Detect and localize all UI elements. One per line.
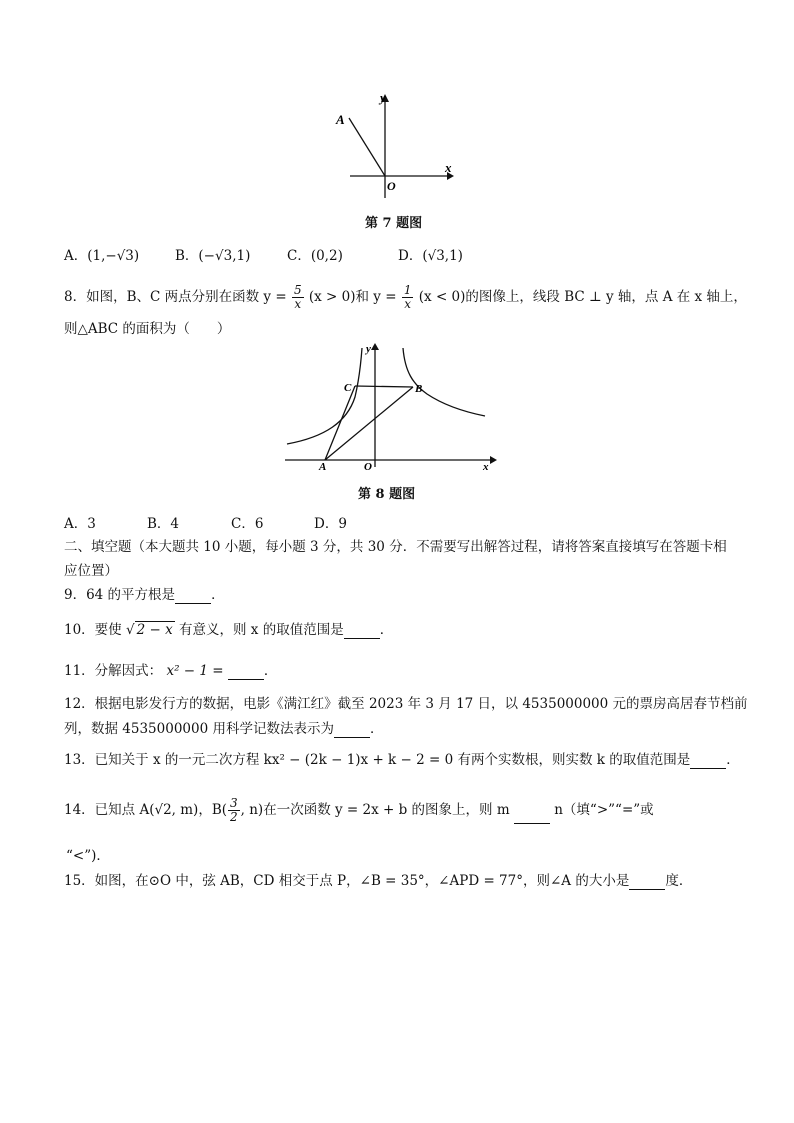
q14-mid: , n)在一次函数 y = 2x + b 的图象上，则 m [240, 802, 510, 818]
q9-end: ． [211, 587, 225, 603]
q12-text: 列，数据 4535000000 用科学记数法表示为 [64, 721, 334, 737]
q15-text: 15．如图，在⊙O 中，弦 AB，CD 相交于点 P，∠B = 35°，∠APD = 77°，则∠A 的大小是 [64, 873, 630, 889]
q7-option-d: D．(√3,1) [398, 248, 463, 264]
q10-sqrt-sign: √ [125, 622, 135, 638]
q12-line2 [64, 720, 383, 738]
q9-blank[interactable] [175, 591, 211, 604]
fig8-segment-bc [355, 386, 413, 387]
q8-frac1: $\frac{5}{x}$ [293, 283, 302, 311]
q11 [64, 662, 277, 680]
q11-prefix: 11．分解因式： [64, 663, 163, 679]
q8-mid2: (x < 0)的图像上，线段 BC ⊥ y 轴，点 A 在 x 轴上， [418, 289, 747, 305]
q8-mid1: (x > 0)和 y = [308, 289, 397, 305]
q8-line2: 则△ABC 的面积为（ ） [64, 321, 231, 337]
q8-option-d: D．9 [314, 516, 347, 532]
fig7-label-o: O [387, 179, 396, 193]
q8-prefix: 8．如图，B、C 两点分别在函数 y = [64, 289, 287, 305]
q11-expr: x² − 1 = [166, 663, 224, 679]
fig8-caption: 第 8 题图 [358, 487, 416, 502]
figure-7 [335, 90, 455, 200]
fig8-right-curve [403, 348, 485, 416]
fig7-caption: 第 7 题图 [365, 216, 423, 231]
q7-option-c: C．(0,2) [287, 248, 343, 264]
q13-text: 13．已知关于 x 的一元二次方程 kx² − (2k − 1)x + k − 2 = 0 有两个实数根，则实数 k 的取值范围是 [64, 752, 691, 768]
q13 [64, 751, 740, 769]
q8-option-c: C．6 [231, 516, 264, 532]
fig8-y-arrow [371, 343, 379, 350]
fig8-x-arrow [490, 456, 497, 464]
fig8-label-o: O [364, 461, 372, 472]
q15 [64, 872, 692, 890]
fig8-label-y: y [366, 343, 371, 355]
q14-suffix: n（填“>”“=”或 [554, 802, 654, 818]
section2-line1: 二、填空题（本大题共 10 小题，每小题 3 分，共 30 分．不需要写出解答过程，请将答案直接填写在答题卡相 [64, 539, 727, 555]
q10-prefix: 10．要使 [64, 622, 122, 638]
q14-line1 [64, 797, 654, 824]
fig7-label-y: y [380, 90, 386, 105]
q14-frac: $\frac{3}{2}$ [230, 796, 238, 824]
q10-blank[interactable] [344, 626, 380, 639]
fig8-segment-ab [325, 387, 413, 460]
q9-text: 9．64 的平方根是 [64, 587, 176, 603]
q10 [64, 621, 393, 639]
q12-line1: 12．根据电影发行方的数据，电影《满江红》截至 2023 年 3 月 17 日，以 4535000000 元的票房高居春节档前 [64, 696, 748, 712]
q14-line2: “<”)． [66, 848, 110, 864]
q8-frac2: $\frac{1}{x}$ [403, 283, 412, 311]
q7-option-a: A．(1,−√3) [64, 248, 140, 264]
figure-8 [285, 342, 500, 472]
q8-option-a: A．3 [64, 516, 96, 532]
q11-end: ． [263, 663, 278, 679]
q13-end: ． [726, 752, 740, 768]
q14-blank[interactable] [514, 811, 550, 824]
fig7-label-a: A [336, 112, 345, 127]
fig8-label-x: x [483, 461, 489, 472]
fig7-label-x: x [445, 160, 452, 175]
fig8-label-c: C [344, 382, 352, 394]
fig8-segment-ac [325, 386, 355, 460]
q12-end: ． [369, 721, 384, 737]
q10-suffix: 有意义，则 x 的取值范围是 [179, 622, 344, 638]
q14-prefix: 14．已知点 A(√2, m)，B( [64, 802, 228, 818]
q8-line1 [64, 284, 747, 311]
q15-blank[interactable] [629, 877, 665, 890]
section2-line2: 应位置） [64, 563, 118, 579]
q7-option-b: B．(−√3,1) [175, 248, 251, 264]
q9 [64, 586, 225, 604]
q13-blank[interactable] [690, 756, 726, 769]
q8-option-b: B．4 [147, 516, 180, 532]
fig8-label-a: A [319, 461, 327, 472]
q12-blank[interactable] [334, 725, 370, 738]
q15-end: 度． [665, 873, 693, 889]
fig8-label-b: B [415, 383, 423, 395]
q10-radicand: 2 − x [136, 622, 173, 638]
q11-blank[interactable] [228, 667, 264, 680]
q10-end: ． [379, 622, 394, 638]
fig7-segment-oa [349, 118, 385, 176]
